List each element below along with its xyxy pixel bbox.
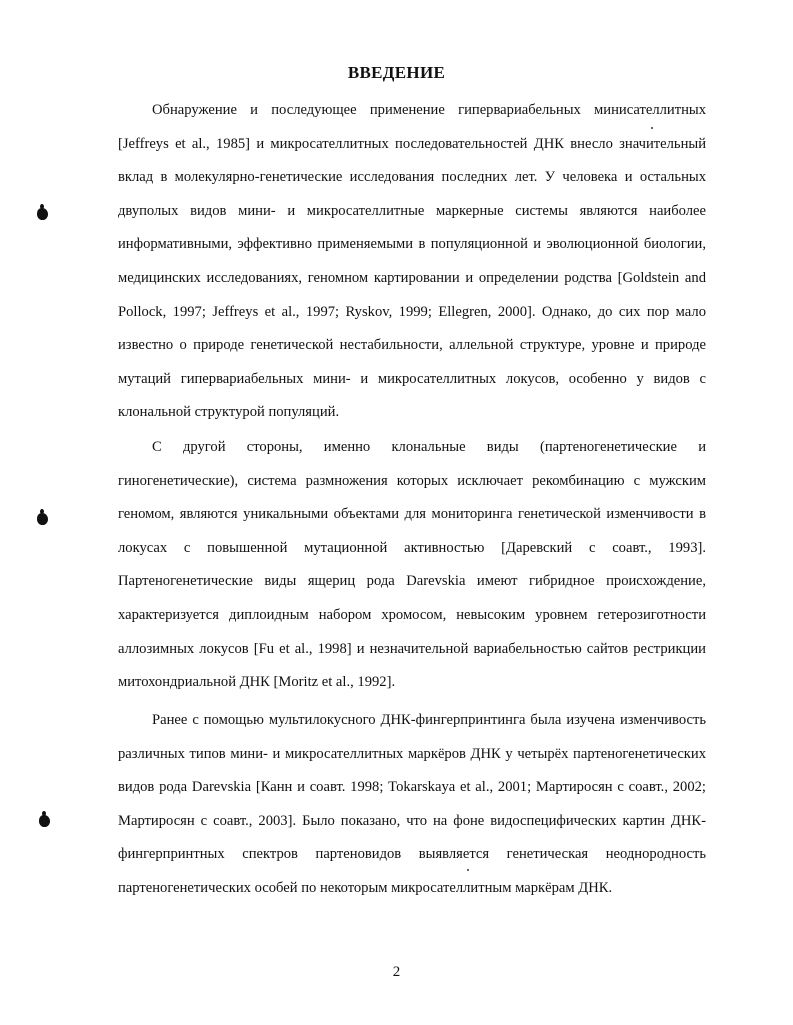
scan-speck [651,127,653,129]
paragraph-2: С другой стороны, именно клональные виды (партеногенетические и гиногенетические), система размножения которых исключает рекомбинацию с мужским геномом, являются уникальными объектами для мониторинга генетической изменчивости в локусах с повышенной мутационной активностью [Даревский с соавт., 1993]. Партеногенетические виды ящериц рода Darevskia имеют гибридное происхождение, характеризуется диплоидным набором хромосом, невысоким уровнем гетерозиготности аллозимных локусов [Fu et al., 1998] и незначительной вариабельностью сайтов рестрикции митохондриальной ДНК [Moritz et al., 1992]. [118,439,706,691]
page-number: 2 [392,964,401,980]
ink-blot-mark [37,513,48,525]
paragraph-3: Ранее с помощью мультилокусного ДНК-фингерпринтинга была изучена изменчивость различных типов мини- и микросателлитных маркёров ДНК у четырёх партеногенетических видов рода Darevskia [Канн и соавт. 1998; Tokarskaya et al., 2001; Мартиросян с соавт., 2002; Мартиросян с соавт., 2003]. Было показано, что на фоне видоспецифических картин ДНК-фингерпринтных спектров партеновидов выявляется генетическая неоднородность партеногенетических особей по некоторым микросателлитным маркёрам ДНК. [118,712,706,896]
scan-speck [467,869,469,871]
paragraph-1: Обнаружение и последующее применение гипервариабельных минисателлитных [Jeffreys et al., 1985] и микросателлитных последовательностей ДНК внесло значительный вклад в молекулярно-генетические исследования последних лет. У человека и остальных двуполых видов мини- и микросателлитные маркерные системы являются наиболее информативными, эффективно применяемыми в популяционной и эволюционной биологии, медицинских исследованиях, геномном картировании и определении родства [Goldstein and Pollock, 1997; Jeffreys et al., 1997; Ryskov, 1999; Ellegren, 2000]. Однако, до сих пор мало известно о природе генетической нестабильности, аллельной структуре, уровне и природе мутаций гипервариабельных мини- и микросателлитных локусов, особенно у видов с клональной структурой популяций. [118,102,706,421]
ink-blot-mark [37,208,48,220]
page-title: ВВЕДЕНИЕ [347,63,446,82]
ink-blot-mark [39,815,50,827]
